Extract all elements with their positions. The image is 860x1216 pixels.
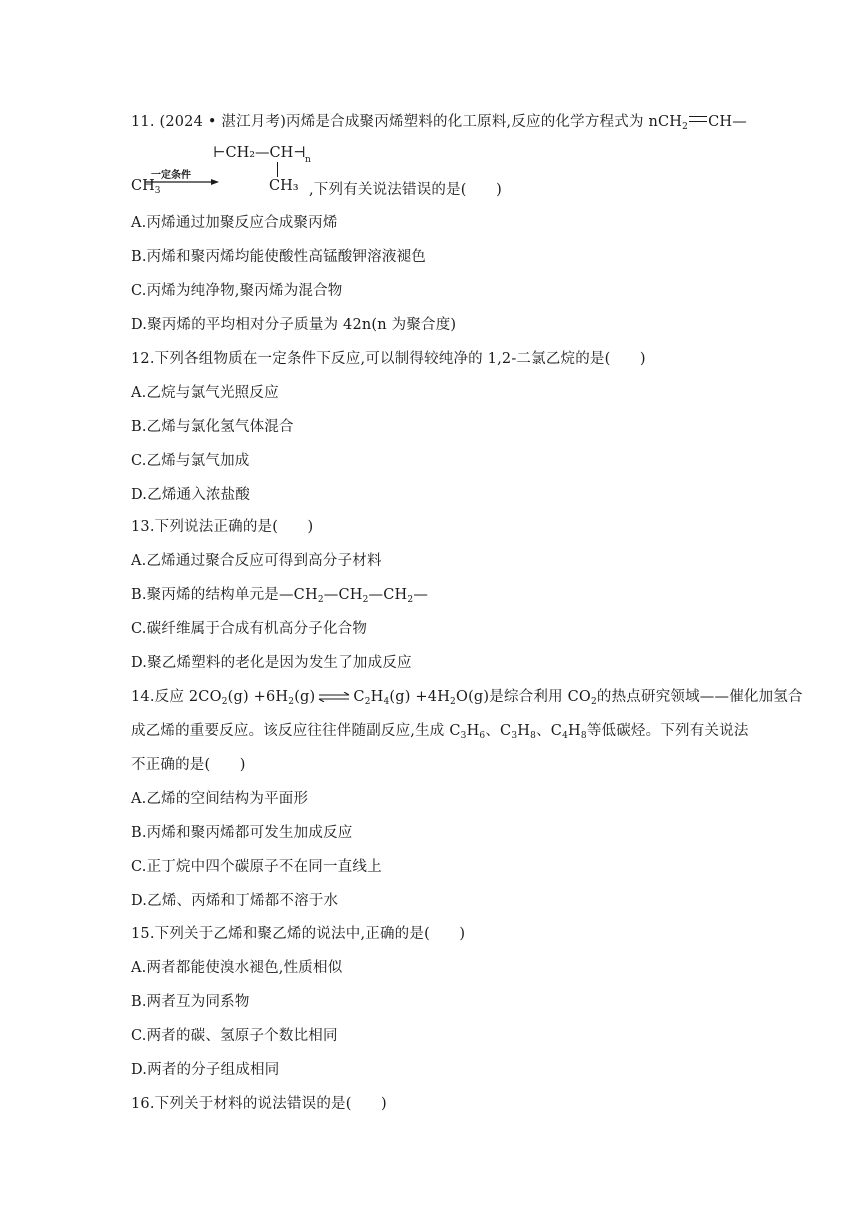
- q12-option-b: B.乙烯与氯化氢气体混合: [131, 419, 294, 435]
- q11-option-d: D.聚丙烯的平均相对分子质量为 42n(n 为聚合度): [131, 317, 457, 333]
- q12-option-c: C.乙烯与氯气加成: [131, 453, 250, 469]
- q13-option-a: A.乙烯通过聚合反应可得到高分子材料: [131, 553, 382, 569]
- monomer-ch3: $CH_3$: [131, 178, 161, 196]
- double-bond-icon: [689, 116, 707, 122]
- q14-stem-line1: 14.反应 $2CO_2(g) +6H_2(g)$ $C_2H_4(g) +4H_2O(g)$是综合利用 $CO_2$的热点研究领域——催化加氢合: [131, 689, 803, 707]
- q15-option-c: C.两者的碳、氢原子个数比相同: [131, 1028, 338, 1044]
- q13-option-d: D.聚乙烯塑料的老化是因为发生了加成反应: [131, 655, 412, 671]
- q11-option-b: B.丙烯和聚丙烯均能使酸性高锰酸钾溶液褪色: [131, 249, 426, 265]
- branch-bond: [277, 162, 278, 177]
- q14-option-a: A.乙烯的空间结构为平面形: [131, 791, 309, 807]
- q13-option-c: C.碳纤维属于合成有机高分子化合物: [131, 621, 368, 637]
- polymer-repeat-unit: ⊢CH₂—CH⊣: [213, 145, 306, 161]
- q14-option-c: C.正丁烷中四个碳原子不在同一直线上: [131, 859, 382, 875]
- q11-stem-tail: ,下列有关说法错误的是( ): [309, 182, 502, 198]
- q14-stem-line2: 成乙烯的重要反应。该反应往往伴随副反应,生成 $C_3H_6$、$C_3H_8$、$C_4H_8$等低碳烃。下列有关说法: [131, 723, 749, 741]
- q15-option-a: A.两者都能使溴水褪色,性质相似: [131, 960, 343, 976]
- q11-option-c: C.丙烯为纯净物,聚丙烯为混合物: [131, 283, 343, 299]
- q14-stem-line3: 不正确的是( ): [131, 757, 246, 773]
- q11-stem-line1: 11. (2024 • 湛江月考)丙烯是合成聚丙烯塑料的化工原料,反应的化学方程式为 nCH$_2$ CH—: [131, 114, 747, 132]
- q13-stem: 13.下列说法正确的是( ): [131, 519, 314, 535]
- q15-stem: 15.下列关于乙烯和聚乙烯的说法中,正确的是( ): [131, 926, 466, 942]
- q12-option-d: D.乙烯通入浓盐酸: [131, 487, 251, 503]
- equilibrium-arrow-icon: [317, 692, 351, 702]
- q14-option-b: B.丙烯和聚丙烯都可发生加成反应: [131, 825, 353, 841]
- polymer-branch-ch3: CH₃: [269, 178, 299, 194]
- polymer-degree-n: n: [305, 155, 311, 165]
- q14-option-d: D.乙烯、丙烯和丁烯都不溶于水: [131, 893, 339, 909]
- q13-option-b: B.聚丙烯的结构单元是$—CH_2—CH_2—CH_2—$: [131, 587, 429, 605]
- q15-option-d: D.两者的分子组成相同: [131, 1062, 280, 1078]
- q12-stem: 12.下列各组物质在一定条件下反应,可以制得较纯净的 1,2-二氯乙烷的是( ): [131, 351, 646, 367]
- q12-option-a: A.乙烷与氯气光照反应: [131, 385, 279, 401]
- q11-reaction-formula: [131, 143, 551, 198]
- q15-option-b: B.两者互为同系物: [131, 994, 250, 1010]
- reaction-condition: 一定条件: [151, 170, 191, 181]
- q11-option-a: A.丙烯通过加聚反应合成聚丙烯: [131, 215, 338, 231]
- q16-stem: 16.下列关于材料的说法错误的是( ): [131, 1096, 387, 1112]
